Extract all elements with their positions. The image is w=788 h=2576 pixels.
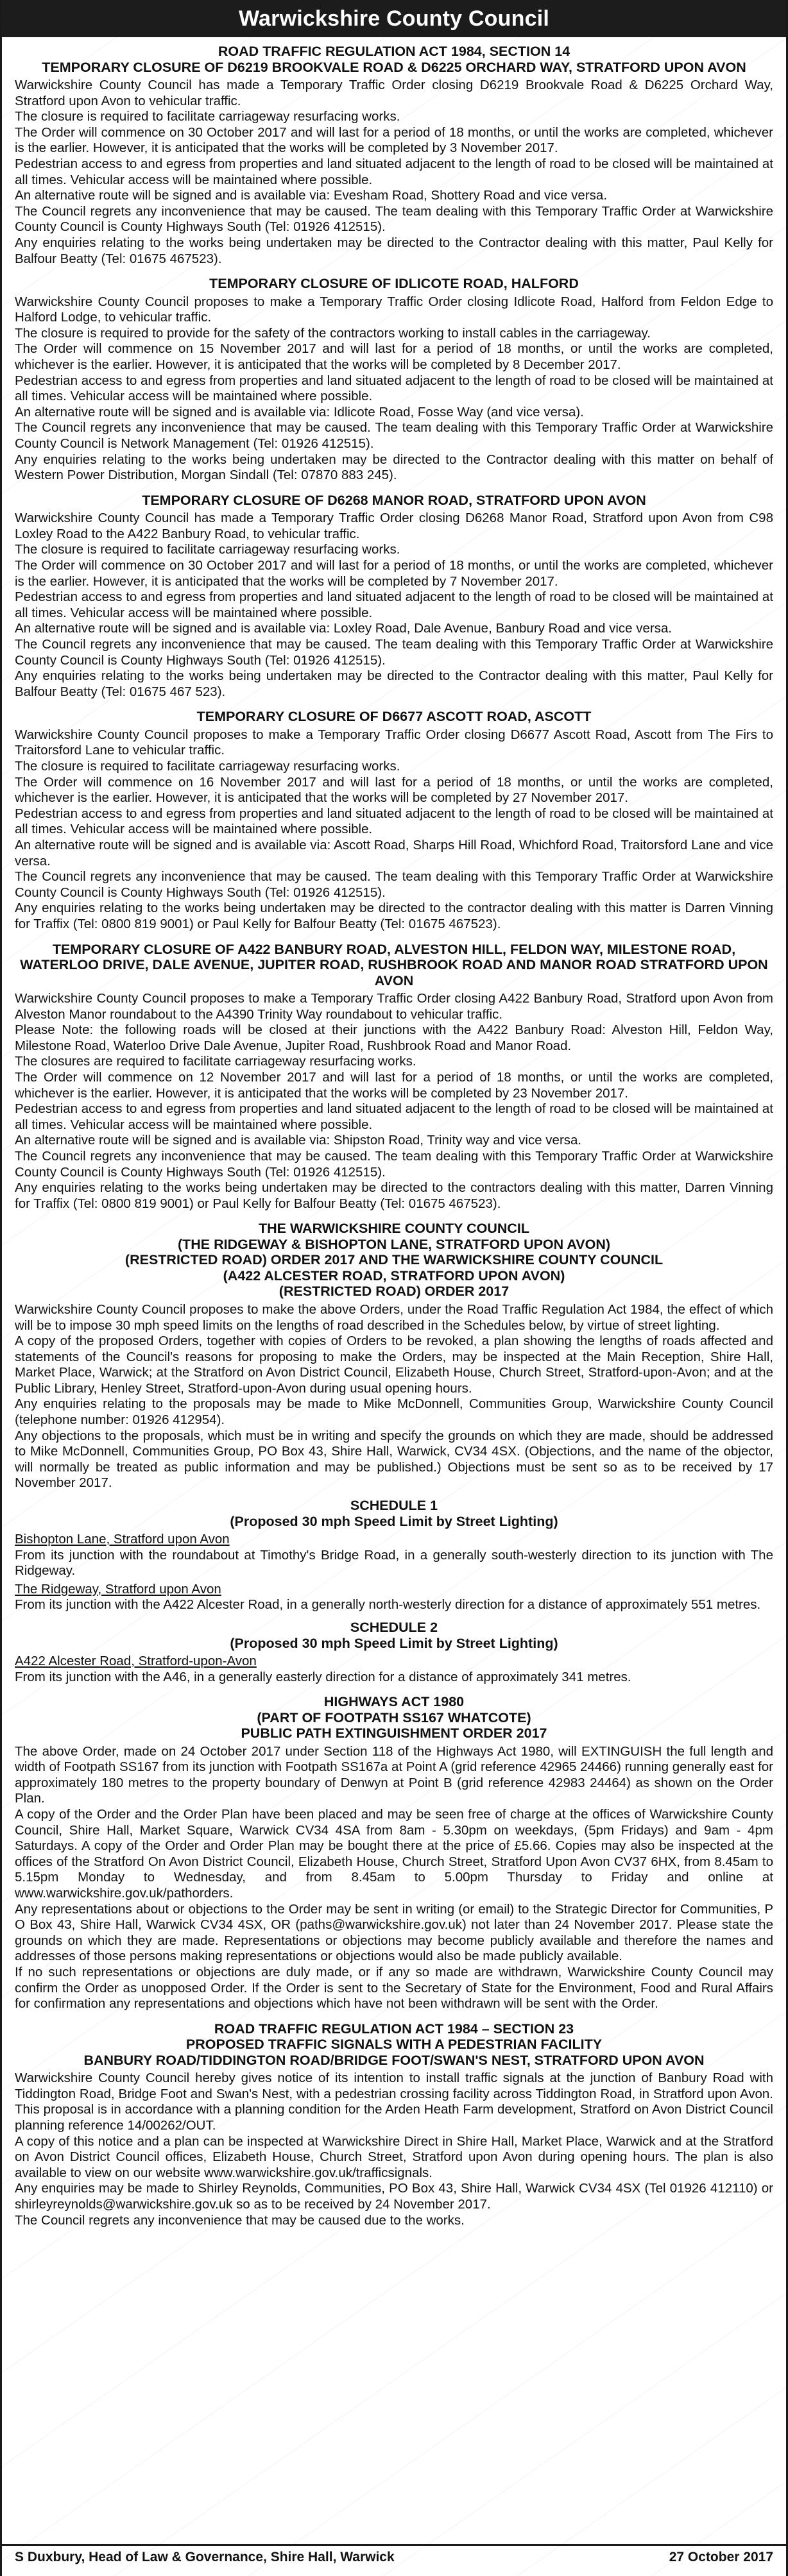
masthead-title: Warwickshire County Council [239, 6, 549, 31]
notice [15, 276, 773, 484]
notice-paragraph: An alternative route will be signed and is available via: Loxley Road, Dale Avenue, Banbury Road and vice versa. [15, 621, 672, 636]
schedule-heading-line: (Proposed 30 mph Speed Limit by Street Lighting) [230, 1635, 558, 1651]
notice-paragraph: The closure is required to facilitate carriageway resurfacing works. [15, 542, 400, 557]
notice-heading-line: THE WARWICKSHIRE COUNTY COUNCIL [258, 1221, 530, 1237]
notice-paragraph: A copy of the Order and the Order Plan have been placed and may be seen free of charge at the offices of Warwickshire County Council, Shire Hall, Market Square, Warwick CV34 4SA from 8am - 5.30pm on weekdays, (5pm Fridays) and 9am - 4pm Saturdays. A copy of the Order and Order Plan may be bought there at the price of £5.66. Copies may also be inspected at the offices of the Stratford On Avon District Council, Elizabeth House, Church Street, Stratford Upon Avon CV37 6HX, from 8.45am to 5.15pm Monday to Wednesday, and from 8.45am to 5.00pm Thursday to Friday and online at www.warwickshire.gov.uk/pathorders. [15, 1807, 773, 1901]
notice-heading-line: BANBURY ROAD/TIDDINGTON ROAD/BRIDGE FOOT/SWAN'S NEST, STRATFORD UPON AVON [83, 2052, 705, 2068]
notice-heading-line: HIGHWAYS ACT 1980 [323, 1694, 465, 1710]
notice-paragraph: The Council regrets any inconvenience that may be caused. The team dealing with this Temporary Traffic Order at Warwickshire County Council is County Highways South (Tel: 01926 412515). [15, 869, 773, 900]
notice-paragraph: A copy of the proposed Orders, together with copies of Orders to be revoked, a plan showing the lengths of roads affected and statements of the Council's reasons for proposing to make the Orders, may be inspected at the Main Reception, Shire Hall, Market Place, Warwick; at the Stratford on Avon District Council, Elizabeth House, Church Street, Stratford-upon-Avon; and at the Public Library, Henley Street, Stratford-upon-Avon during usual opening hours. [15, 1334, 773, 1396]
notice-heading [15, 709, 773, 725]
notice-heading [15, 493, 773, 509]
notice-paragraph: The Council regrets any inconvenience that may be caused. The team dealing with this Temporary Traffic Order at Warwickshire County Council is Network Management (Tel: 01926 412515). [15, 420, 773, 451]
notice-paragraph: The Order will commence on 15 November 2017 and will last for a period of 18 months, or until the works are completed, whichever is the earlier. However, it is anticipated that the works will be completed by 8 December 2017. [15, 341, 773, 372]
notice-heading [15, 276, 773, 292]
notice-paragraph: Warwickshire County Council has made a Temporary Traffic Order closing D6219 Brookvale Road & D6225 Orchard Way, Stratford upon Avon to vehicular traffic. [15, 78, 773, 108]
notice-heading-line: TEMPORARY CLOSURE OF A422 BANBURY ROAD, ALVESTON HILL, FELDON WAY, MILESTONE ROAD, WATERLOO DRIVE, DALE AVENUE, JUPITER ROAD, RUSHBROOK ROAD AND MANOR ROAD STRATFORD UPON AVON [20, 941, 768, 988]
schedule-road-description: From its junction with the A422 Alcester Road, in a generally north-westerly direction for a distance of approximately 551 metres. [15, 1597, 761, 1613]
schedule-road-name: The Ridgeway, Stratford upon Avon [15, 1581, 221, 1597]
notice-paragraph: Any objections to the proposals, which must be in writing and specify the grounds on which they are made, should be addressed to Mike McDonnell, Communities Group, PO Box 43, Shire Hall, Warwick, CV34 4SX. (Objections, and the name of the objector, will normally be treated as public information and may be published.) Objections must be sent so as to be received by 17 November 2017. [15, 1428, 773, 1491]
notice-paragraph: Any enquiries relating to the works being undertaken may be directed to the contractor dealing with this matter is Darren Vinning for Traffix (Tel: 0800 819 9001) or Paul Kelly for Balfour Beatty (Tel: 01675 467523). [15, 901, 773, 931]
notice-heading-line: TEMPORARY CLOSURE OF D6677 ASCOTT ROAD, ASCOTT [196, 709, 592, 725]
notice-paragraph: The Order will commence on 16 November 2017 and will last for a period of 18 months, or until the works are completed, whichever is the earlier. However, it is anticipated that the works will be completed by 27 November 2017. [15, 774, 773, 806]
footer [15, 2549, 773, 2566]
notice-paragraph: Pedestrian access to and egress from properties and land situated adjacent to the length of road to be closed will be maintained at all times. Vehicular access will be maintained where possible. [15, 156, 773, 187]
notice-paragraph: An alternative route will be signed and is available via: Shipston Road, Trinity way and vice versa. [15, 1133, 582, 1148]
notice-paragraph: Warwickshire County Council proposes to make a Temporary Traffic Order closing A422 Banbury Road, Stratford upon Avon from Alveston Manor roundabout to the A4390 Trinity Way roundabout to vehicular traffic. [15, 991, 773, 1022]
notice-heading [15, 1221, 773, 1300]
notice-paragraph: The Council regrets any inconvenience that may be caused. The team dealing with this Temporary Traffic Order at Warwickshire County Council is County Highways South (Tel: 01926 412515). [15, 637, 773, 668]
notice-paragraph: Pedestrian access to and egress from properties and land situated adjacent to the length of road to be closed will be maintained at all times. Vehicular access will be maintained where possible. [15, 1101, 773, 1132]
masthead [2, 0, 786, 37]
notice-paragraph: Any enquiries relating to the works being undertaken may be directed to the Contractor dealing with this matter on behalf of Western Power Distribution, Morgan Sindall (Tel: 07870 883 245). [15, 452, 773, 483]
notice-paragraph: An alternative route will be signed and is available via: Ascott Road, Sharps Hill Road, Whichford Road, Traitorsford Lane and vice versa. [15, 838, 773, 869]
schedule-road-description: From its junction with the roundabout at Timothy's Bridge Road, in a generally south-westerly direction to its junction with The Ridgeway. [15, 1547, 773, 1579]
notice-paragraph: Any enquiries relating to the proposals may be made to Mike McDonnell, Communities Group, Warwickshire County Council (telephone number: 01926 412954). [15, 1396, 773, 1428]
notice-paragraph: Warwickshire County Council proposes to make a Temporary Traffic Order closing D6677 Ascott Road, Ascott from The Firs to Traitorsford Lane to vehicular traffic. [15, 727, 773, 758]
notice-paragraph: Please Note: the following roads will be closed at their junctions with the A422 Banbury Road: Alveston Hill, Feldon Way, Milestone Road, Waterloo Drive Dale Avenue, Jupiter Road, Rushbrook Road and Manor Road. [15, 1022, 773, 1053]
notice-paragraph: A copy of this notice and a plan can be inspected at Warwickshire Direct in Shire Hall, Market Place, Warwick and at the Stratford on Avon District Council offices, Elizabeth House, Church Street, Stratford upon Avon during opening hours. The plan is also available to view on our website www.warwickshire.gov.uk/trafficsignals. [15, 2133, 773, 2180]
schedule-heading [15, 1498, 773, 1529]
notice-paragraph: The Order will commence on 30 October 2017 and will last for a period of 18 months, or until the works are completed, whichever is the earlier. However, it is anticipated that the works will be completed by 7 November 2017. [15, 558, 773, 589]
notice-heading-line: (PART OF FOOTPATH SS167 WHATCOTE) [257, 1709, 531, 1725]
notice-paragraph: The Council regrets any inconvenience that may be caused. The team dealing with this Temporary Traffic Order at Warwickshire County Council is County Highways South (Tel: 01926 412515). [15, 203, 773, 235]
notice [15, 493, 773, 700]
schedule-heading-line: SCHEDULE 2 [350, 1620, 438, 1635]
notice [15, 1694, 773, 2012]
notice-heading-line: (RESTRICTED ROAD) ORDER 2017 [278, 1284, 510, 1300]
notice [15, 44, 773, 267]
notice [15, 709, 773, 932]
notice-paragraph: An alternative route will be signed and is available via: Idlicote Road, Fosse Way (and vice versa). [15, 404, 584, 419]
notice-heading [15, 942, 773, 989]
notice-heading-line: PROPOSED TRAFFIC SIGNALS WITH A PEDESTRIAN FACILITY [185, 2037, 603, 2053]
notice-paragraph: The Order will commence on 12 November 2017 and will last for a period of 18 months, or until the works are completed, whichever is the earlier. However, it is anticipated that the works will be completed by 23 November 2017. [15, 1070, 773, 1101]
schedule-heading-line: (Proposed 30 mph Speed Limit by Street Lighting) [230, 1513, 558, 1529]
notice-heading [15, 1694, 773, 1741]
notice-paragraph: Any enquiries relating to the works being undertaken may be directed to the Contractor dealing with this matter, Paul Kelly for Balfour Beatty (Tel: 01675 467523). [15, 235, 773, 266]
notice-paragraph: The Order will commence on 30 October 2017 and will last for a period of 18 months, or until the works are completed, whichever is the earlier. However, it is anticipated that the works will be completed by 3 November 2017. [15, 124, 773, 156]
schedule-road-name: A422 Alcester Road, Stratford-upon-Avon [15, 1654, 257, 1668]
notice-paragraph: Any enquiries may be made to Shirley Reynolds, Communities, PO Box 43, Shire Hall, Warwick CV34 4SX (Tel 01926 412110) or shirleyreynolds@warwickshire.gov.uk so as to be received by 24 November 2017. [15, 2181, 773, 2212]
notice-heading [15, 2021, 773, 2069]
notice-paragraph: Warwickshire County Council proposes to make a Temporary Traffic Order closing Idlicote Road, Halford from Feldon Edge to Halford Lodge, to vehicular traffic. [15, 294, 773, 325]
notice-heading-line: TEMPORARY CLOSURE OF D6219 BROOKVALE ROAD & D6225 ORCHARD WAY, STRATFORD UPON AVON [42, 59, 746, 75]
notice-paragraph: The closures are required to facilitate carriageway resurfacing works. [15, 1054, 416, 1069]
schedule-road-name: Bishopton Lane, Stratford upon Avon [15, 1532, 230, 1547]
notice-heading [15, 44, 773, 75]
notice-paragraph: Pedestrian access to and egress from properties and land situated adjacent to the length of road to be closed will be maintained at all times. Vehicular access will be maintained where possible. [15, 589, 773, 620]
notice-paragraph: The Council regrets any inconvenience that may be caused. The team dealing with this Temporary Traffic Order at Warwickshire County Council is County Highways South (Tel: 01926 412515). [15, 1149, 773, 1180]
schedule-road-description: From its junction with the A46, in a generally easterly direction for a distance of approximately 341 metres. [15, 1669, 631, 1684]
footer-signatory: S Duxbury, Head of Law & Governance, Shire Hall, Warwick [15, 2550, 395, 2564]
notice-paragraph: Warwickshire County Council hereby gives notice of its intention to install traffic signals at the junction of Banbury Road with Tiddington Road, Bridge Foot and Swan's Nest, with a pedestrian crossing facility across Tiddington Road, in Stratford upon Avon. This proposal is in accordance with a planning condition for the Arden Heath Farm development, Stratford on Avon District Council planning reference 14/00262/OUT. [15, 2071, 773, 2133]
notice-heading-line: TEMPORARY CLOSURE OF D6268 MANOR ROAD, STRATFORD UPON AVON [142, 492, 646, 508]
notice-paragraph: An alternative route will be signed and is available via: Evesham Road, Shottery Road and vice versa. [15, 188, 608, 203]
notice-paragraph: Warwickshire County Council has made a Temporary Traffic Order closing D6268 Manor Road, Stratford upon Avon from C98 Loxley Road to the A422 Banbury Road, to vehicular traffic. [15, 511, 773, 541]
notice-paragraph: The closure is required to provide for the safety of the contractors working to install cables in the carriageway. [15, 325, 651, 341]
notice-paragraph: The closure is required to facilitate carriageway resurfacing works. [15, 759, 400, 774]
notice-paragraph: Warwickshire County Council proposes to make the above Orders, under the Road Traffic Regulation Act 1984, the effect of which will be to impose 30 mph speed limits on the lengths of road described in the Schedules below, by virtue of street lighting. [15, 1301, 773, 1333]
notice-paragraph: Any enquiries relating to the works being undertaken may be directed to the contractors dealing with this matter, Darren Vinning for Traffix (Tel: 0800 819 9001) or Paul Kelly for Balfour Beatty (Tel: 01675 467523). [15, 1180, 773, 1211]
schedule-heading-line: SCHEDULE 1 [350, 1498, 438, 1514]
notice-paragraph: If no such representations or objections are duly made, or if any so made are withdrawn, Warwickshire County Council may confirm the Order as unopposed Order. If the Order is sent to the Secretary of State for the Environment, Food and Rural Affairs for confirmation any representations and objections which have not been withdrawn will be sent with the Order. [15, 1965, 773, 2012]
notice [15, 942, 773, 1212]
notice-paragraph: Pedestrian access to and egress from properties and land situated adjacent to the length of road to be closed will be maintained at all times. Vehicular access will be maintained where possible. [15, 373, 773, 404]
notice-paragraph: The above Order, made on 24 October 2017 under Section 118 of the Highways Act 1980, will EXTINGUISH the full length and width of Footpath SS167 from its junction with Footpath SS167a at Point A (grid reference 42965 24466) running generally east for approximately 180 metres to the property boundary of Denwyn at Point B (grid reference 42983 24464) as shown on the Order Plan. [15, 1743, 773, 1806]
notice-heading-line: TEMPORARY CLOSURE OF IDLICOTE ROAD, HALFORD [209, 276, 579, 292]
footer-divider [2, 2544, 786, 2546]
notice [15, 2021, 773, 2228]
footer-date: 27 October 2017 [669, 2550, 773, 2564]
notice-paragraph: Any representations about or objections to the Order may be sent in writing (or email) to the Strategic Director for Communities, P O Box 43, Shire Hall, Warwick CV34 4SX, OR (paths@warwickshire.gov.uk) not later than 24 November 2017. Please state the grounds on which they are made. Representations or objections may become publicly available and therefore the names and addresses of those persons making representations or objections would also be made publicly available. [15, 1901, 773, 1964]
notice [15, 1221, 773, 1685]
notice-paragraph: The Council regrets any inconvenience that may be caused due to the works. [15, 2212, 465, 2228]
notice-paragraph: Any enquiries relating to the works being undertaken may be directed to the Contractor dealing with this matter, Paul Kelly for Balfour Beatty (Tel: 01675 467 523). [15, 668, 773, 699]
notice-heading-line: ROAD TRAFFIC REGULATION ACT 1984, SECTION 14 [218, 44, 570, 59]
notice-paragraph: The closure is required to facilitate carriageway resurfacing works. [15, 109, 400, 124]
notice-paragraph: Pedestrian access to and egress from properties and land situated adjacent to the length of road to be closed will be maintained at all times. Vehicular access will be maintained where possible. [15, 806, 773, 837]
notice-heading-line: ROAD TRAFFIC REGULATION ACT 1984 – SECTION 23 [214, 2021, 574, 2037]
notice-heading-line: (A422 ALCESTER ROAD, STRATFORD UPON AVON) [223, 1267, 565, 1284]
notice-heading-line: (THE RIDGEWAY & BISHOPTON LANE, STRATFORD UPON AVON) [177, 1236, 611, 1252]
notice-heading-line: (RESTRICTED ROAD) ORDER 2017 AND THE WARWICKSHIRE COUNTY COUNCIL [124, 1252, 664, 1268]
notice-heading-line: PUBLIC PATH EXTINGUISHMENT ORDER 2017 [241, 1725, 547, 1741]
notices-list [2, 37, 786, 2228]
schedule-heading [15, 1620, 773, 1651]
